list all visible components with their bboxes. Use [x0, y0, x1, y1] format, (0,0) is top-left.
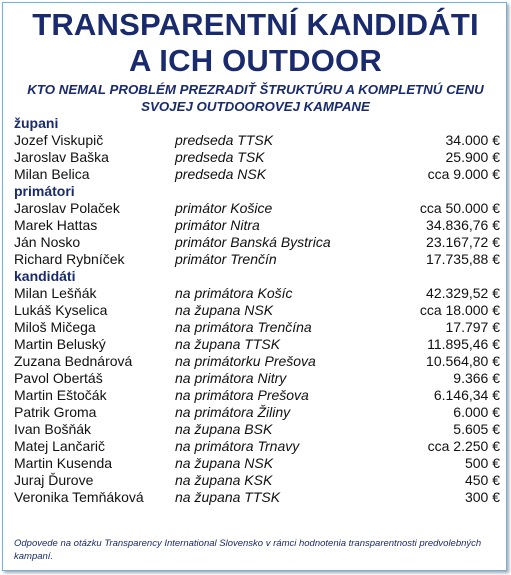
table-row	[14, 370, 500, 387]
campaign-amount: 42.329,52 €	[426, 285, 500, 301]
campaign-amount: 300 €	[464, 489, 500, 505]
table-row	[14, 336, 500, 353]
candidate-role: na župana BSK	[175, 421, 273, 437]
table-row	[14, 302, 500, 319]
infographic-frame	[2, 2, 507, 571]
campaign-amount: 11.895,46 €	[427, 336, 500, 352]
candidate-name: Ivan Bošňák	[14, 421, 92, 437]
campaign-amount: cca 9.000 €	[427, 166, 500, 182]
candidate-role: na primátora Trenčína	[175, 319, 312, 335]
table-row	[14, 149, 500, 166]
campaign-amount: 17.797 €	[445, 319, 500, 335]
candidate-role: na primátora Žiliny	[175, 404, 291, 420]
table-row	[14, 421, 500, 438]
candidate-role: predseda TSK	[175, 149, 265, 165]
candidate-role: na župana TTSK	[175, 336, 281, 352]
candidate-role: predseda TTSK	[175, 132, 274, 148]
candidate-name: Veronika Temňáková	[14, 489, 144, 505]
candidate-role: primátor Košice	[175, 200, 273, 216]
candidate-role: na župana NSK	[175, 455, 274, 471]
campaign-amount: 500 €	[464, 455, 500, 471]
campaign-amount: 450 €	[464, 472, 500, 488]
table-row	[14, 285, 500, 302]
table-row	[14, 217, 500, 234]
candidate-name: Martin Eštočák	[14, 387, 107, 403]
candidate-role: primátor Nitra	[175, 217, 260, 233]
candidate-name: Miloš Mičega	[14, 319, 96, 335]
candidate-name: Marek Hattas	[14, 217, 98, 233]
candidate-name: Richard Rybníček	[14, 251, 125, 267]
table-row	[14, 438, 500, 455]
campaign-amount: 10.564,80 €	[426, 353, 500, 369]
table-row	[14, 251, 500, 268]
campaign-amount: cca 18.000 €	[419, 302, 500, 318]
subtitle-line-1: KTO NEMAL PROBLÉM PREZRADIŤ ŠTRUKTÚRU A KOMPLETNÚ CENU	[27, 82, 484, 97]
table-row	[14, 472, 500, 489]
candidate-list	[14, 115, 500, 506]
candidate-role: na primátora Prešova	[175, 387, 309, 403]
candidate-name: Lukáš Kyselica	[14, 302, 108, 318]
candidate-name: Milan Lešňák	[14, 285, 97, 301]
table-row	[14, 404, 500, 421]
candidate-role: na primátorku Prešova	[175, 353, 316, 369]
candidate-name: Martin Kusenda	[14, 455, 113, 471]
footnote: Odpovede na otázku Transparency International Slovensko v rámci hodnotenia transparentnosti predvolebných kampaní.	[14, 538, 482, 562]
candidate-name: Jaroslav Polaček	[14, 200, 120, 216]
candidate-name: Ján Nosko	[14, 234, 81, 250]
candidate-name: Zuzana Bednárová	[14, 353, 133, 369]
candidate-role: na župana NSK	[175, 302, 274, 318]
candidate-role: predseda NSK	[175, 166, 267, 182]
candidate-role: na primátora Košíc	[175, 285, 293, 301]
candidate-name: Pavol Obertáš	[14, 370, 103, 386]
table-row	[14, 200, 500, 217]
candidate-name: Martin Beluský	[14, 336, 106, 352]
title-line-2: A ICH OUTDOOR	[129, 43, 382, 78]
campaign-amount: 6.146,34 €	[433, 387, 500, 403]
candidate-role: primátor Banská Bystrica	[175, 234, 331, 250]
candidate-role: na primátora Trnavy	[175, 438, 300, 454]
campaign-amount: 34.000 €	[445, 132, 500, 148]
candidate-name: Jozef Viskupič	[14, 132, 104, 148]
table-row	[14, 455, 500, 472]
campaign-amount: 23.167,72 €	[426, 234, 500, 250]
candidate-role: na primátora Nitry	[175, 370, 287, 386]
subtitle-line-2: SVOJEJ OUTDOOROVEJ KAMPANE	[141, 99, 370, 114]
table-row	[14, 353, 500, 370]
campaign-amount: 17.735,88 €	[426, 251, 500, 267]
candidate-role: primátor Trenčín	[175, 251, 277, 267]
title-line-1: TRANSPARENTNÍ KANDIDÁTI	[32, 7, 479, 42]
candidate-role: na župana TTSK	[175, 489, 281, 505]
table-row	[14, 489, 500, 506]
candidate-name: Jaroslav Baška	[14, 149, 109, 165]
campaign-amount: 25.900 €	[445, 149, 500, 165]
table-row	[14, 234, 500, 251]
section-heading: primátori	[14, 183, 75, 199]
section-heading: župani	[14, 115, 59, 131]
table-row	[14, 166, 500, 183]
campaign-amount: cca 50.000 €	[419, 200, 500, 216]
campaign-amount: cca 2.250 €	[427, 438, 500, 454]
campaign-amount: 9.366 €	[453, 370, 500, 386]
campaign-amount: 34.836,76 €	[426, 217, 500, 233]
table-row	[14, 132, 500, 149]
campaign-amount: 5.605 €	[453, 421, 500, 437]
candidate-name: Patrik Groma	[14, 404, 97, 420]
table-row	[14, 319, 500, 336]
candidate-name: Milan Belica	[14, 166, 90, 182]
candidate-name: Juraj Ďurove	[14, 472, 94, 488]
section-heading: kandidáti	[14, 268, 76, 284]
candidate-name: Matej Lančarič	[14, 438, 106, 454]
campaign-amount: 6.000 €	[453, 404, 500, 420]
candidate-role: na župana KSK	[175, 472, 273, 488]
table-row	[14, 387, 500, 404]
